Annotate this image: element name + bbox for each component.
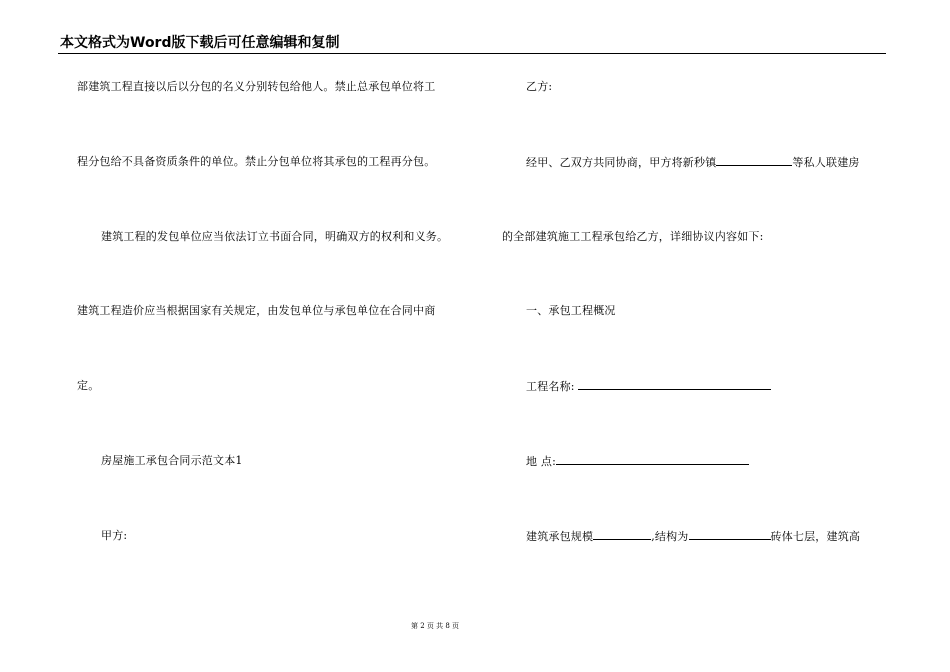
address-blank bbox=[556, 454, 749, 465]
contract-section-title: 房屋施工承包合同示范文本1 bbox=[101, 454, 243, 467]
left-line-4: 建筑工程造价应当根据国家有关规定，由发包单位与承包单位在合同中商 bbox=[77, 304, 436, 317]
left-line-1: 部建筑工程直接以后以分包的名义分别转包给他人。禁止总承包单位将工 bbox=[77, 80, 436, 93]
right-line-2-text-a: 经甲、乙双方共同协商，甲方将新秒镇 bbox=[526, 156, 717, 169]
address-row bbox=[526, 454, 749, 468]
left-line-5: 定。 bbox=[77, 379, 100, 392]
right-line-2 bbox=[526, 155, 860, 169]
address-label: 地 点: bbox=[526, 455, 557, 468]
right-line-3: 的全部建筑施工工程承包给乙方，详细协议内容如下: bbox=[502, 230, 764, 243]
structure-label: ,结构为 bbox=[651, 530, 689, 543]
left-line-2: 程分包给不具备资质条件的单位。禁止分包单位将其承包的工程再分包。 bbox=[77, 155, 436, 168]
header-divider bbox=[58, 53, 886, 54]
right-line-7-text-c: 砖体七层，建筑高 bbox=[770, 530, 861, 543]
section-heading-overview: 一、承包工程概况 bbox=[526, 304, 616, 317]
party-a-label: 甲方: bbox=[101, 529, 128, 542]
right-line-7 bbox=[526, 529, 860, 543]
party-b-label: 乙方: bbox=[526, 80, 553, 93]
left-line-3: 建筑工程的发包单位应当依法订立书面合同，明确双方的权利和义务。 bbox=[101, 230, 449, 243]
document-header-title: 本文格式为Word版下载后可任意编辑和复制 bbox=[60, 35, 340, 51]
project-name-label: 工程名称: bbox=[526, 380, 575, 393]
scale-blank bbox=[593, 529, 651, 540]
project-name-blank bbox=[578, 379, 771, 390]
right-line-2-text-b: 等私人联建房 bbox=[792, 156, 860, 169]
project-name-row bbox=[526, 379, 771, 393]
page-footer: 第 2 页 共 8 页 bbox=[410, 622, 460, 630]
structure-blank bbox=[689, 529, 771, 540]
scale-label: 建筑承包规模 bbox=[526, 530, 594, 543]
location-blank bbox=[716, 155, 792, 166]
